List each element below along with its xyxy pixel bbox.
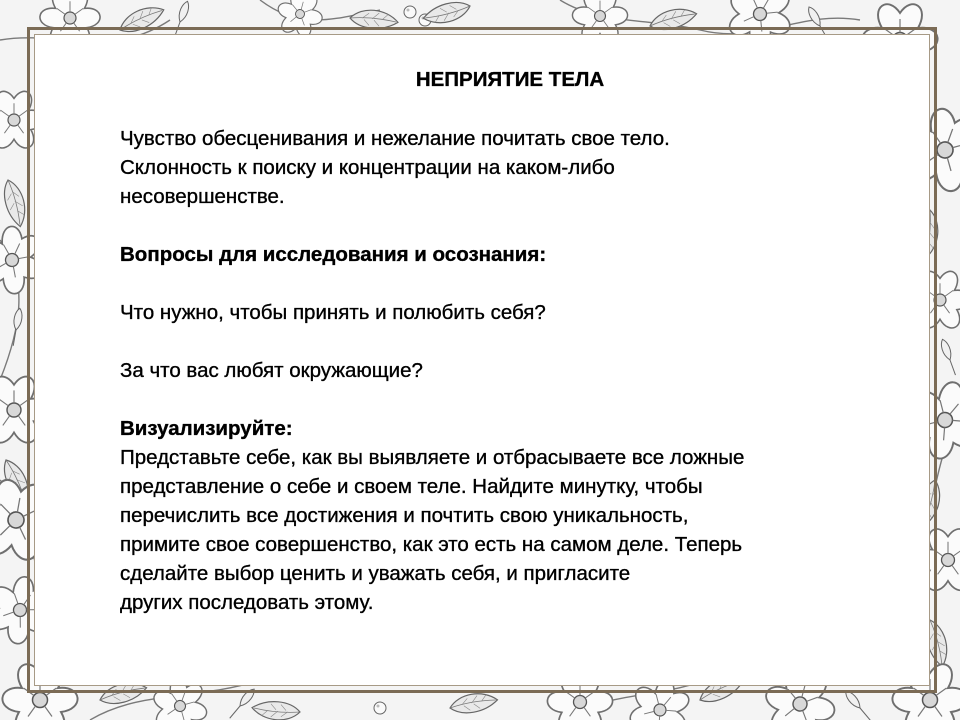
visualize-line: других последовать этому. <box>120 591 374 614</box>
slide-content <box>120 68 880 617</box>
intro-line: Склонность к поиску и концентрации на каком-либо <box>120 156 615 179</box>
visualize-line: Представьте себе, как вы выявляете и отбрасываете все ложные <box>120 446 745 469</box>
visualize-line: представление о себе и своем теле. Найдите минутку, чтобы <box>120 475 703 498</box>
visualize-line: примите свое совершенство, как это есть на самом деле. Теперь <box>120 533 743 556</box>
intro-paragraph <box>120 124 880 211</box>
visualize-line: сделайте выбор ценить и уважать себя, и пригласите <box>120 562 631 585</box>
question-1: Что нужно, чтобы принять и полюбить себя? <box>120 301 546 324</box>
visualize-paragraph <box>120 443 880 617</box>
intro-line: Чувство обесценивания и нежелание почитать свое тело. <box>120 127 670 150</box>
visualize-heading: Визуализируйте: <box>120 417 293 440</box>
slide-title: НЕПРИЯТИЕ ТЕЛА <box>415 68 605 91</box>
visualize-line: перечислить все достижения и почтить свою уникальность, <box>120 504 689 527</box>
intro-line: несовершенстве. <box>120 185 285 208</box>
question-2: За что вас любят окружающие? <box>120 359 423 382</box>
questions-heading: Вопросы для исследования и осознания: <box>120 243 547 266</box>
